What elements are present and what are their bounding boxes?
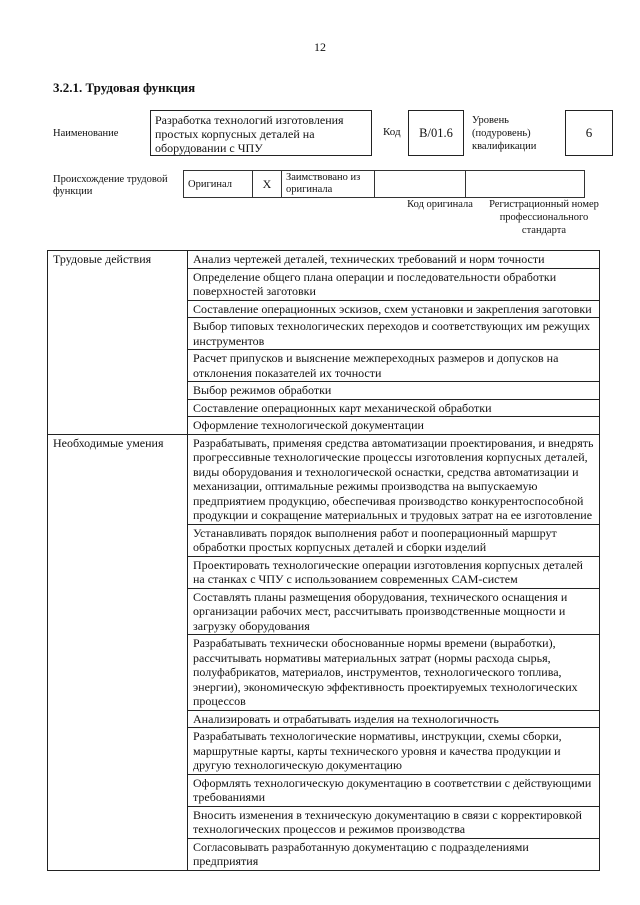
item-cell: Оформление технологической документации — [188, 417, 600, 435]
category-cell: Необходимые умения — [48, 434, 188, 870]
item-cell: Вносить изменения в техническую документацию в связи с корректировкой технологических процессов и режимов производства — [188, 806, 600, 838]
item-cell: Анализировать и отрабатывать изделия на технологичность — [188, 710, 600, 728]
table-row — [48, 251, 600, 269]
section-title: 3.2.1. Трудовая функция — [53, 80, 196, 95]
code-label: Код — [383, 126, 401, 138]
item-cell: Устанавливать порядок выполнения работ и пооперационный маршрут обработки простых корпусных деталей и сборки изделий — [188, 524, 600, 556]
table-row — [48, 434, 600, 524]
code-value-box: B/01.6 — [408, 110, 464, 156]
reg-number-cell — [466, 171, 585, 198]
item-cell: Разрабатывать, применяя средства автоматизации проектирования, и внедрять прогрессивные технологические процессы изготовления корпусных деталей, виды оборудования и технологической оснастки, средства автоматизации и механизации, оптимальные режимы производства на выпускаемую предприятием продукцию, обеспечивая производство конкурентоспособной продукции и сокращение материальных и трудовых затрат на ее изготовление — [188, 434, 600, 524]
page-number: 12 — [314, 40, 326, 54]
reg-number-label: Регистрационный номер профессионального стандарта — [489, 199, 599, 236]
origin-table — [183, 170, 585, 198]
level-value-box: 6 — [565, 110, 613, 156]
level-label: Уровень (подуровень) квалификации — [472, 115, 537, 152]
item-cell: Определение общего плана операции и последовательности обработки поверхностей заготовки — [188, 268, 600, 300]
item-cell: Составлять планы размещения оборудования, технического оснащения и организации рабочих мест, рассчитывать производственные мощности и загрузку оборудования — [188, 588, 600, 635]
item-cell: Составление операционных карт механической обработки — [188, 399, 600, 417]
item-cell: Оформлять технологическую документацию в соответствии с действующими требованиями — [188, 774, 600, 806]
item-cell: Согласовывать разработанную документацию с подразделениями предприятия — [188, 838, 600, 870]
item-cell: Выбор типовых технологических переходов и соответствующих им режущих инструментов — [188, 318, 600, 350]
item-cell: Расчет припусков и выяснение межпереходных размеров и допусков на отклонения показателей их точности — [188, 350, 600, 382]
function-content-table — [47, 250, 600, 871]
item-cell: Разрабатывать технически обоснованные нормы времени (выработки), рассчитывать нормативы материальных затрат (нормы расхода сырья, полуфабрикатов, материалов, инструментов, технологического топлива, энергии), экономическую эффективность проектируемых технологических процессов — [188, 635, 600, 711]
item-cell: Анализ чертежей деталей, технических требований и норм точности — [188, 251, 600, 269]
category-cell: Трудовые действия — [48, 251, 188, 435]
item-cell: Проектировать технологические операции изготовления корпусных деталей на станках с ЧПУ с использованием современных САМ-систем — [188, 556, 600, 588]
function-name-box: Разработка технологий изготовления простых корпусных деталей на оборудовании с ЧПУ — [150, 110, 372, 156]
naimenovanie-label: Наименование — [53, 128, 119, 139]
code-original-label: Код оригинала — [407, 199, 473, 210]
borrowed-label: Заимствовано из оригинала — [282, 171, 375, 198]
code-original-cell — [375, 171, 466, 198]
item-cell: Разрабатывать технологические нормативы, инструкции, схемы сборки, маршрутные карты, карты технического уровня и качества продукции и другую технологическую документацию — [188, 728, 600, 775]
item-cell: Выбор режимов обработки — [188, 382, 600, 400]
original-mark: X — [253, 171, 282, 198]
original-label: Оригинал — [184, 171, 253, 198]
origin-label: Происхождение трудовой функции — [53, 174, 168, 197]
item-cell: Составление операционных эскизов, схем установки и закрепления заготовки — [188, 300, 600, 318]
